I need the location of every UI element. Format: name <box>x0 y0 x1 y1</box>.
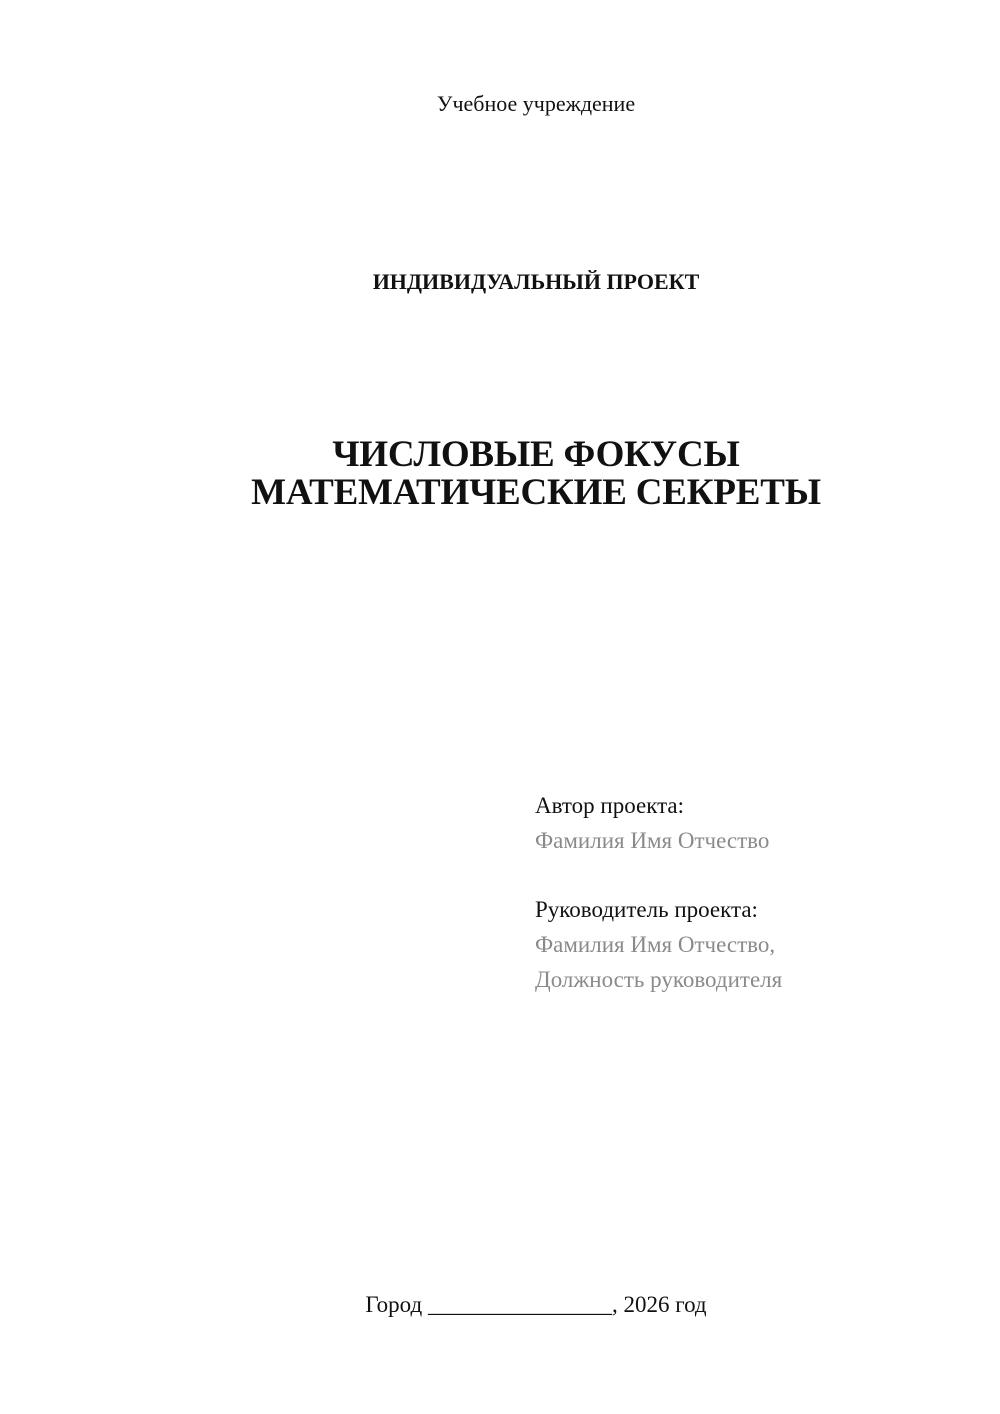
project-type-heading: ИНДИВИДУАЛЬНЫЙ ПРОЕКТ <box>372 269 700 294</box>
credits-spacer <box>535 858 975 892</box>
city-year-footer: Город ________________, 2026 год <box>365 1292 707 1317</box>
supervisor-name: Фамилия Имя Отчество, <box>535 932 776 957</box>
supervisor-label: Руководитель проекта: <box>535 897 758 922</box>
project-title-line-1: ЧИСЛОВЫЕ ФОКУСЫ <box>332 434 740 475</box>
author-name: Фамилия Имя Отчество <box>535 828 770 853</box>
credits-block <box>535 788 975 997</box>
project-title-line-2: МАТЕМАТИЧЕСКИЕ СЕКРЕТЫ <box>251 472 821 513</box>
institution-name: Учебное учреждение <box>436 91 636 116</box>
project-title <box>0 436 1000 512</box>
author-label: Автор проекта: <box>535 793 684 818</box>
supervisor-position: Должность руководителя <box>535 967 783 992</box>
